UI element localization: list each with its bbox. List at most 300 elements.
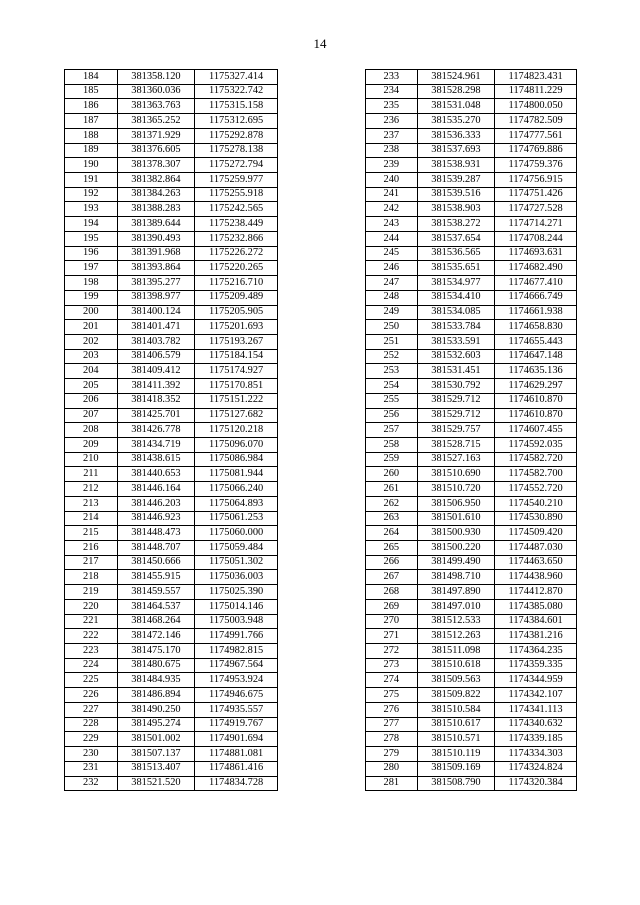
table-row: [366, 717, 577, 732]
x-coordinate-cell: 381403.782: [117, 334, 195, 349]
x-coordinate-cell: 381360.036: [117, 84, 195, 99]
point-number-cell: 233: [366, 70, 418, 85]
table-row: [65, 673, 278, 688]
x-coordinate-cell: 381513.407: [117, 761, 195, 776]
x-coordinate-cell: 381438.615: [117, 452, 195, 467]
y-coordinate-cell: 1175081.944: [195, 467, 278, 482]
x-coordinate-cell: 381480.675: [117, 658, 195, 673]
y-coordinate-cell: 1174629.297: [495, 379, 577, 394]
point-number-cell: 210: [65, 452, 118, 467]
point-number-cell: 252: [366, 349, 418, 364]
table-row: [65, 599, 278, 614]
point-number-cell: 266: [366, 555, 418, 570]
point-number-cell: 195: [65, 231, 118, 246]
point-number-cell: 279: [366, 747, 418, 762]
x-coordinate-cell: 381536.565: [417, 246, 495, 261]
point-number-cell: 213: [65, 496, 118, 511]
point-number-cell: 191: [65, 173, 118, 188]
y-coordinate-cell: 1174682.490: [495, 261, 577, 276]
y-coordinate-cell: 1174861.416: [195, 761, 278, 776]
table-row: [366, 776, 577, 791]
point-number-cell: 243: [366, 217, 418, 232]
x-coordinate-cell: 381535.651: [417, 261, 495, 276]
point-number-cell: 230: [65, 747, 118, 762]
table-row: [65, 761, 278, 776]
y-coordinate-cell: 1175216.710: [195, 276, 278, 291]
y-coordinate-cell: 1174552.720: [495, 482, 577, 497]
x-coordinate-cell: 381538.272: [417, 217, 495, 232]
point-number-cell: 227: [65, 702, 118, 717]
point-number-cell: 245: [366, 246, 418, 261]
x-coordinate-cell: 381391.968: [117, 246, 195, 261]
point-number-cell: 278: [366, 732, 418, 747]
point-number-cell: 203: [65, 349, 118, 364]
point-number-cell: 190: [65, 158, 118, 173]
x-coordinate-cell: 381539.287: [417, 173, 495, 188]
point-number-cell: 184: [65, 70, 118, 85]
y-coordinate-cell: 1174381.216: [495, 629, 577, 644]
point-number-cell: 205: [65, 379, 118, 394]
table-row: [366, 393, 577, 408]
point-number-cell: 206: [65, 393, 118, 408]
point-number-cell: 187: [65, 114, 118, 129]
y-coordinate-cell: 1174610.870: [495, 408, 577, 423]
x-coordinate-cell: 381512.533: [417, 614, 495, 629]
table-row: [366, 334, 577, 349]
table-row: [366, 644, 577, 659]
table-row: [65, 143, 278, 158]
y-coordinate-cell: 1174756.915: [495, 173, 577, 188]
y-coordinate-cell: 1175170.851: [195, 379, 278, 394]
point-number-cell: 198: [65, 276, 118, 291]
table-row: [65, 349, 278, 364]
table-row: [65, 467, 278, 482]
table-row: [366, 761, 577, 776]
x-coordinate-cell: 381446.203: [117, 496, 195, 511]
y-coordinate-cell: 1175201.693: [195, 320, 278, 335]
x-coordinate-cell: 381528.298: [417, 84, 495, 99]
y-coordinate-cell: 1175051.302: [195, 555, 278, 570]
y-coordinate-cell: 1174777.561: [495, 128, 577, 143]
y-coordinate-cell: 1175327.414: [195, 70, 278, 85]
point-number-cell: 234: [366, 84, 418, 99]
table-row: [366, 305, 577, 320]
x-coordinate-cell: 381538.903: [417, 202, 495, 217]
x-coordinate-cell: 381510.119: [417, 747, 495, 762]
y-coordinate-cell: 1174344.959: [495, 673, 577, 688]
table-row: [366, 688, 577, 703]
y-coordinate-cell: 1174759.376: [495, 158, 577, 173]
x-coordinate-cell: 381499.490: [417, 555, 495, 570]
table-row: [366, 673, 577, 688]
x-coordinate-cell: 381509.563: [417, 673, 495, 688]
x-coordinate-cell: 381434.719: [117, 437, 195, 452]
y-coordinate-cell: 1174385.080: [495, 599, 577, 614]
table-row: [65, 217, 278, 232]
x-coordinate-cell: 381406.579: [117, 349, 195, 364]
point-number-cell: 215: [65, 526, 118, 541]
point-number-cell: 277: [366, 717, 418, 732]
table-row: [65, 408, 278, 423]
point-number-cell: 200: [65, 305, 118, 320]
x-coordinate-cell: 381534.085: [417, 305, 495, 320]
y-coordinate-cell: 1174935.557: [195, 702, 278, 717]
point-number-cell: 216: [65, 541, 118, 556]
x-coordinate-cell: 381472.146: [117, 629, 195, 644]
table-row: [65, 717, 278, 732]
table-row: [366, 202, 577, 217]
y-coordinate-cell: 1175292.878: [195, 128, 278, 143]
point-number-cell: 251: [366, 334, 418, 349]
x-coordinate-cell: 381510.571: [417, 732, 495, 747]
y-coordinate-cell: 1175242.565: [195, 202, 278, 217]
point-number-cell: 201: [65, 320, 118, 335]
y-coordinate-cell: 1174384.601: [495, 614, 577, 629]
point-number-cell: 211: [65, 467, 118, 482]
table-row: [366, 187, 577, 202]
point-number-cell: 270: [366, 614, 418, 629]
x-coordinate-cell: 381486.894: [117, 688, 195, 703]
table-row: [65, 423, 278, 438]
y-coordinate-cell: 1175232.866: [195, 231, 278, 246]
table-row: [65, 305, 278, 320]
point-number-cell: 212: [65, 482, 118, 497]
table-row: [366, 349, 577, 364]
x-coordinate-cell: 381401.471: [117, 320, 195, 335]
x-coordinate-cell: 381534.977: [417, 276, 495, 291]
x-coordinate-cell: 381537.654: [417, 231, 495, 246]
point-number-cell: 239: [366, 158, 418, 173]
point-number-cell: 258: [366, 437, 418, 452]
point-number-cell: 257: [366, 423, 418, 438]
table-row: [366, 364, 577, 379]
y-coordinate-cell: 1174677.410: [495, 276, 577, 291]
x-coordinate-cell: 381464.537: [117, 599, 195, 614]
table-row: [65, 570, 278, 585]
y-coordinate-cell: 1174800.050: [495, 99, 577, 114]
point-number-cell: 262: [366, 496, 418, 511]
table-row: [65, 379, 278, 394]
table-row: [366, 747, 577, 762]
x-coordinate-cell: 381497.890: [417, 585, 495, 600]
x-coordinate-cell: 381409.412: [117, 364, 195, 379]
point-number-cell: 199: [65, 290, 118, 305]
point-number-cell: 238: [366, 143, 418, 158]
y-coordinate-cell: 1175014.146: [195, 599, 278, 614]
point-number-cell: 219: [65, 585, 118, 600]
y-coordinate-cell: 1175096.070: [195, 437, 278, 452]
x-coordinate-cell: 381524.961: [417, 70, 495, 85]
table-row: [65, 276, 278, 291]
table-row: [65, 261, 278, 276]
table-row: [65, 173, 278, 188]
point-number-cell: 221: [65, 614, 118, 629]
table-row: [65, 702, 278, 717]
table-row: [65, 541, 278, 556]
point-number-cell: 196: [65, 246, 118, 261]
y-coordinate-cell: 1175127.682: [195, 408, 278, 423]
x-coordinate-cell: 381506.950: [417, 496, 495, 511]
table-row: [65, 231, 278, 246]
point-number-cell: 273: [366, 658, 418, 673]
table-row: [366, 84, 577, 99]
x-coordinate-cell: 381490.250: [117, 702, 195, 717]
y-coordinate-cell: 1174714.271: [495, 217, 577, 232]
y-coordinate-cell: 1175061.253: [195, 511, 278, 526]
point-number-cell: 267: [366, 570, 418, 585]
x-coordinate-cell: 381510.720: [417, 482, 495, 497]
y-coordinate-cell: 1174655.443: [495, 334, 577, 349]
x-coordinate-cell: 381500.220: [417, 541, 495, 556]
x-coordinate-cell: 381527.163: [417, 452, 495, 467]
point-number-cell: 202: [65, 334, 118, 349]
y-coordinate-cell: 1174967.564: [195, 658, 278, 673]
y-coordinate-cell: 1175226.272: [195, 246, 278, 261]
x-coordinate-cell: 381384.263: [117, 187, 195, 202]
y-coordinate-cell: 1175255.918: [195, 187, 278, 202]
table-row: [65, 776, 278, 791]
y-coordinate-cell: 1174540.210: [495, 496, 577, 511]
y-coordinate-cell: 1174509.420: [495, 526, 577, 541]
x-coordinate-cell: 381426.778: [117, 423, 195, 438]
x-coordinate-cell: 381509.169: [417, 761, 495, 776]
point-number-cell: 249: [366, 305, 418, 320]
table-row: [366, 231, 577, 246]
x-coordinate-cell: 381446.923: [117, 511, 195, 526]
y-coordinate-cell: 1174530.890: [495, 511, 577, 526]
point-number-cell: 269: [366, 599, 418, 614]
x-coordinate-cell: 381531.048: [417, 99, 495, 114]
point-number-cell: 268: [366, 585, 418, 600]
x-coordinate-cell: 381495.274: [117, 717, 195, 732]
x-coordinate-cell: 381512.263: [417, 629, 495, 644]
x-coordinate-cell: 381448.473: [117, 526, 195, 541]
table-row: [65, 585, 278, 600]
x-coordinate-cell: 381371.929: [117, 128, 195, 143]
point-number-cell: 224: [65, 658, 118, 673]
table-row: [366, 437, 577, 452]
x-coordinate-cell: 381390.493: [117, 231, 195, 246]
table-row: [366, 658, 577, 673]
table-row: [65, 334, 278, 349]
point-number-cell: 197: [65, 261, 118, 276]
point-number-cell: 225: [65, 673, 118, 688]
table-row: [366, 173, 577, 188]
table-row: [366, 541, 577, 556]
y-coordinate-cell: 1175174.927: [195, 364, 278, 379]
table-row: [366, 702, 577, 717]
y-coordinate-cell: 1174834.728: [195, 776, 278, 791]
point-number-cell: 253: [366, 364, 418, 379]
x-coordinate-cell: 381531.451: [417, 364, 495, 379]
table-row: [366, 217, 577, 232]
y-coordinate-cell: 1175060.000: [195, 526, 278, 541]
table-row: [366, 732, 577, 747]
table-row: [65, 555, 278, 570]
point-number-cell: 265: [366, 541, 418, 556]
point-number-cell: 241: [366, 187, 418, 202]
x-coordinate-cell: 381365.252: [117, 114, 195, 129]
x-coordinate-cell: 381532.603: [417, 349, 495, 364]
x-coordinate-cell: 381475.170: [117, 644, 195, 659]
table-row: [65, 114, 278, 129]
table-row: [366, 158, 577, 173]
table-row: [65, 688, 278, 703]
x-coordinate-cell: 381484.935: [117, 673, 195, 688]
table-row: [366, 290, 577, 305]
x-coordinate-cell: 381393.864: [117, 261, 195, 276]
table-row: [366, 70, 577, 85]
x-coordinate-cell: 381468.264: [117, 614, 195, 629]
point-number-cell: 276: [366, 702, 418, 717]
point-number-cell: 275: [366, 688, 418, 703]
x-coordinate-cell: 381450.666: [117, 555, 195, 570]
x-coordinate-cell: 381535.270: [417, 114, 495, 129]
y-coordinate-cell: 1174582.720: [495, 452, 577, 467]
x-coordinate-cell: 381498.710: [417, 570, 495, 585]
table-row: [366, 629, 577, 644]
y-coordinate-cell: 1174666.749: [495, 290, 577, 305]
coordinates-table-right: [365, 69, 577, 791]
table-row: [65, 482, 278, 497]
point-number-cell: 217: [65, 555, 118, 570]
point-number-cell: 218: [65, 570, 118, 585]
x-coordinate-cell: 381528.715: [417, 437, 495, 452]
table-row: [65, 629, 278, 644]
table-row: [65, 526, 278, 541]
point-number-cell: 208: [65, 423, 118, 438]
x-coordinate-cell: 381500.930: [417, 526, 495, 541]
table-row: [65, 747, 278, 762]
x-coordinate-cell: 381533.591: [417, 334, 495, 349]
y-coordinate-cell: 1175036.003: [195, 570, 278, 585]
point-number-cell: 250: [366, 320, 418, 335]
y-coordinate-cell: 1174582.700: [495, 467, 577, 482]
x-coordinate-cell: 381497.010: [417, 599, 495, 614]
point-number-cell: 214: [65, 511, 118, 526]
table-row: [366, 599, 577, 614]
x-coordinate-cell: 381529.712: [417, 393, 495, 408]
y-coordinate-cell: 1174438.960: [495, 570, 577, 585]
point-number-cell: 264: [366, 526, 418, 541]
y-coordinate-cell: 1175086.984: [195, 452, 278, 467]
y-coordinate-cell: 1175238.449: [195, 217, 278, 232]
y-coordinate-cell: 1175312.695: [195, 114, 278, 129]
y-coordinate-cell: 1174607.455: [495, 423, 577, 438]
y-coordinate-cell: 1174881.081: [195, 747, 278, 762]
point-number-cell: 272: [366, 644, 418, 659]
x-coordinate-cell: 381509.822: [417, 688, 495, 703]
page-number: 14: [313, 36, 327, 51]
x-coordinate-cell: 381521.520: [117, 776, 195, 791]
x-coordinate-cell: 381459.557: [117, 585, 195, 600]
x-coordinate-cell: 381395.277: [117, 276, 195, 291]
table-row: [65, 70, 278, 85]
table-row: [366, 246, 577, 261]
y-coordinate-cell: 1175064.893: [195, 496, 278, 511]
y-coordinate-cell: 1174320.384: [495, 776, 577, 791]
y-coordinate-cell: 1174661.938: [495, 305, 577, 320]
point-number-cell: 207: [65, 408, 118, 423]
table-row: [366, 276, 577, 291]
point-number-cell: 246: [366, 261, 418, 276]
table-row: [366, 423, 577, 438]
x-coordinate-cell: 381400.124: [117, 305, 195, 320]
table-row: [65, 246, 278, 261]
x-coordinate-cell: 381510.618: [417, 658, 495, 673]
y-coordinate-cell: 1174463.650: [495, 555, 577, 570]
point-number-cell: 274: [366, 673, 418, 688]
y-coordinate-cell: 1175003.948: [195, 614, 278, 629]
table-row: [65, 99, 278, 114]
table-row: [366, 379, 577, 394]
table-row: [65, 614, 278, 629]
x-coordinate-cell: 381378.307: [117, 158, 195, 173]
x-coordinate-cell: 381529.757: [417, 423, 495, 438]
table-row: [366, 467, 577, 482]
table-row: [65, 511, 278, 526]
y-coordinate-cell: 1174727.528: [495, 202, 577, 217]
point-number-cell: 261: [366, 482, 418, 497]
point-number-cell: 228: [65, 717, 118, 732]
y-coordinate-cell: 1174635.136: [495, 364, 577, 379]
point-number-cell: 240: [366, 173, 418, 188]
point-number-cell: 248: [366, 290, 418, 305]
x-coordinate-cell: 381510.617: [417, 717, 495, 732]
y-coordinate-cell: 1175272.794: [195, 158, 278, 173]
y-coordinate-cell: 1175120.218: [195, 423, 278, 438]
y-coordinate-cell: 1174782.509: [495, 114, 577, 129]
table-row: [65, 644, 278, 659]
table-row: [65, 84, 278, 99]
y-coordinate-cell: 1174592.035: [495, 437, 577, 452]
y-coordinate-cell: 1174751.426: [495, 187, 577, 202]
point-number-cell: 247: [366, 276, 418, 291]
point-number-cell: 231: [65, 761, 118, 776]
x-coordinate-cell: 381440.653: [117, 467, 195, 482]
y-coordinate-cell: 1174946.675: [195, 688, 278, 703]
y-coordinate-cell: 1174359.335: [495, 658, 577, 673]
y-coordinate-cell: 1175184.154: [195, 349, 278, 364]
point-number-cell: 194: [65, 217, 118, 232]
point-number-cell: 193: [65, 202, 118, 217]
y-coordinate-cell: 1175220.265: [195, 261, 278, 276]
x-coordinate-cell: 381501.002: [117, 732, 195, 747]
table-row: [65, 290, 278, 305]
x-coordinate-cell: 381510.690: [417, 467, 495, 482]
point-number-cell: 256: [366, 408, 418, 423]
point-number-cell: 223: [65, 644, 118, 659]
point-number-cell: 255: [366, 393, 418, 408]
y-coordinate-cell: 1174953.924: [195, 673, 278, 688]
point-number-cell: 220: [65, 599, 118, 614]
point-number-cell: 226: [65, 688, 118, 703]
point-number-cell: 259: [366, 452, 418, 467]
table-row: [65, 393, 278, 408]
y-coordinate-cell: 1175059.484: [195, 541, 278, 556]
table-row: [366, 526, 577, 541]
table-row: [366, 99, 577, 114]
x-coordinate-cell: 381411.392: [117, 379, 195, 394]
point-number-cell: 280: [366, 761, 418, 776]
table-row: [65, 496, 278, 511]
point-number-cell: 271: [366, 629, 418, 644]
y-coordinate-cell: 1174610.870: [495, 393, 577, 408]
table-row: [65, 320, 278, 335]
table-row: [366, 408, 577, 423]
point-number-cell: 185: [65, 84, 118, 99]
table-row: [366, 128, 577, 143]
